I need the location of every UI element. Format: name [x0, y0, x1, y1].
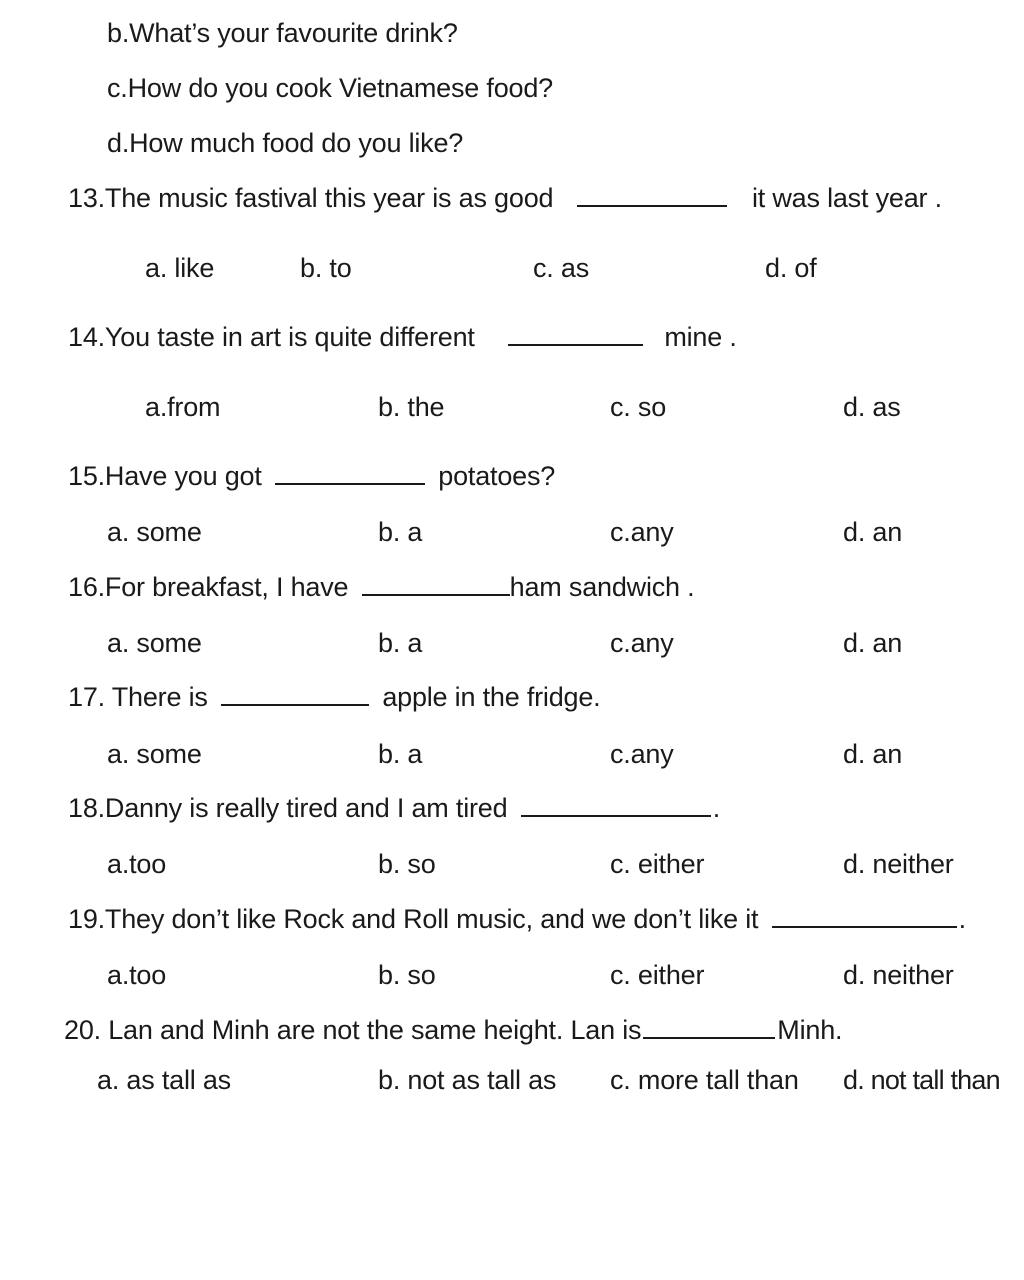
question-15-stem-after: potatoes? [438, 461, 556, 491]
option-c: c.any [610, 739, 674, 769]
option-a: a.too [107, 849, 167, 879]
question-20-stem-before: 20. Lan and Minh are not the same height. Lan is [64, 1015, 642, 1045]
question-16-stem-before: 16.For breakfast, I have [68, 572, 349, 602]
question-13-stem-before: 13.The music fastival this year is as good [68, 183, 554, 213]
question-17-stem-before: 17. There is [68, 682, 208, 712]
option-c: c.any [610, 628, 674, 658]
option-b: b. so [378, 960, 436, 990]
question-18-stem-before: 18.Danny is really tired and I am tired [68, 793, 508, 823]
question-19 [68, 902, 966, 936]
option-d: d. as [843, 392, 901, 422]
answer-blank [577, 183, 727, 207]
answer-blank [362, 572, 510, 596]
option-a: a. some [107, 628, 202, 658]
prev-option-b: b.What’s your favourite drink? [107, 18, 458, 48]
option-d: d. an [843, 739, 903, 769]
answer-blank [221, 682, 369, 706]
question-18-stem-after: . [712, 793, 721, 823]
question-15 [68, 459, 555, 493]
option-b: b. a [378, 517, 423, 547]
option-b: b. to [300, 253, 352, 283]
option-b: b. a [378, 739, 423, 769]
prev-option-c: c.How do you cook Vietnamese food? [107, 73, 553, 103]
answer-blank [643, 1015, 775, 1039]
option-a: a. like [145, 253, 215, 283]
question-16 [68, 570, 694, 604]
option-a: a. some [107, 517, 202, 547]
option-c: c. so [610, 392, 667, 422]
option-d: d. neither [843, 960, 954, 990]
option-b: b. the [378, 392, 445, 422]
option-c: c. either [610, 960, 705, 990]
option-a: a.from [145, 392, 221, 422]
question-17-stem-after: apple in the fridge. [382, 682, 601, 712]
question-20 [64, 1013, 842, 1047]
option-d: d. not tall than [843, 1065, 1000, 1095]
option-b: b. not as tall as [378, 1065, 557, 1095]
answer-blank [772, 904, 957, 928]
question-17 [68, 680, 600, 714]
question-14-stem-before: 14.You taste in art is quite different [68, 322, 475, 352]
option-a: a.too [107, 960, 167, 990]
question-14-stem-after: mine . [664, 322, 737, 352]
answer-blank [275, 461, 425, 485]
option-a: a. some [107, 739, 202, 769]
option-a: a. as tall as [97, 1065, 231, 1095]
option-d: d. an [843, 517, 903, 547]
question-18 [68, 791, 720, 825]
option-d: d. an [843, 628, 903, 658]
question-13 [68, 181, 942, 215]
option-c: c.any [610, 517, 674, 547]
question-19-stem-before: 19.They don’t like Rock and Roll music, and we don’t like it [68, 904, 759, 934]
answer-blank [508, 322, 643, 346]
question-13-stem-after: it was last year . [751, 183, 942, 213]
option-b: b. a [378, 628, 423, 658]
question-14 [68, 320, 737, 354]
question-16-stem-after: ham sandwich . [509, 572, 695, 602]
option-b: b. so [378, 849, 436, 879]
option-d: d. neither [843, 849, 954, 879]
option-d: d. of [765, 253, 817, 283]
question-20-stem-after: Minh. [777, 1015, 843, 1045]
question-15-stem-before: 15.Have you got [68, 461, 262, 491]
answer-blank [521, 793, 711, 817]
option-c: c. either [610, 849, 705, 879]
question-19-stem-after: . [958, 904, 966, 934]
prev-option-d: d.How much food do you like? [107, 128, 464, 158]
option-c: c. as [533, 253, 590, 283]
option-c: c. more tall than [610, 1065, 799, 1095]
